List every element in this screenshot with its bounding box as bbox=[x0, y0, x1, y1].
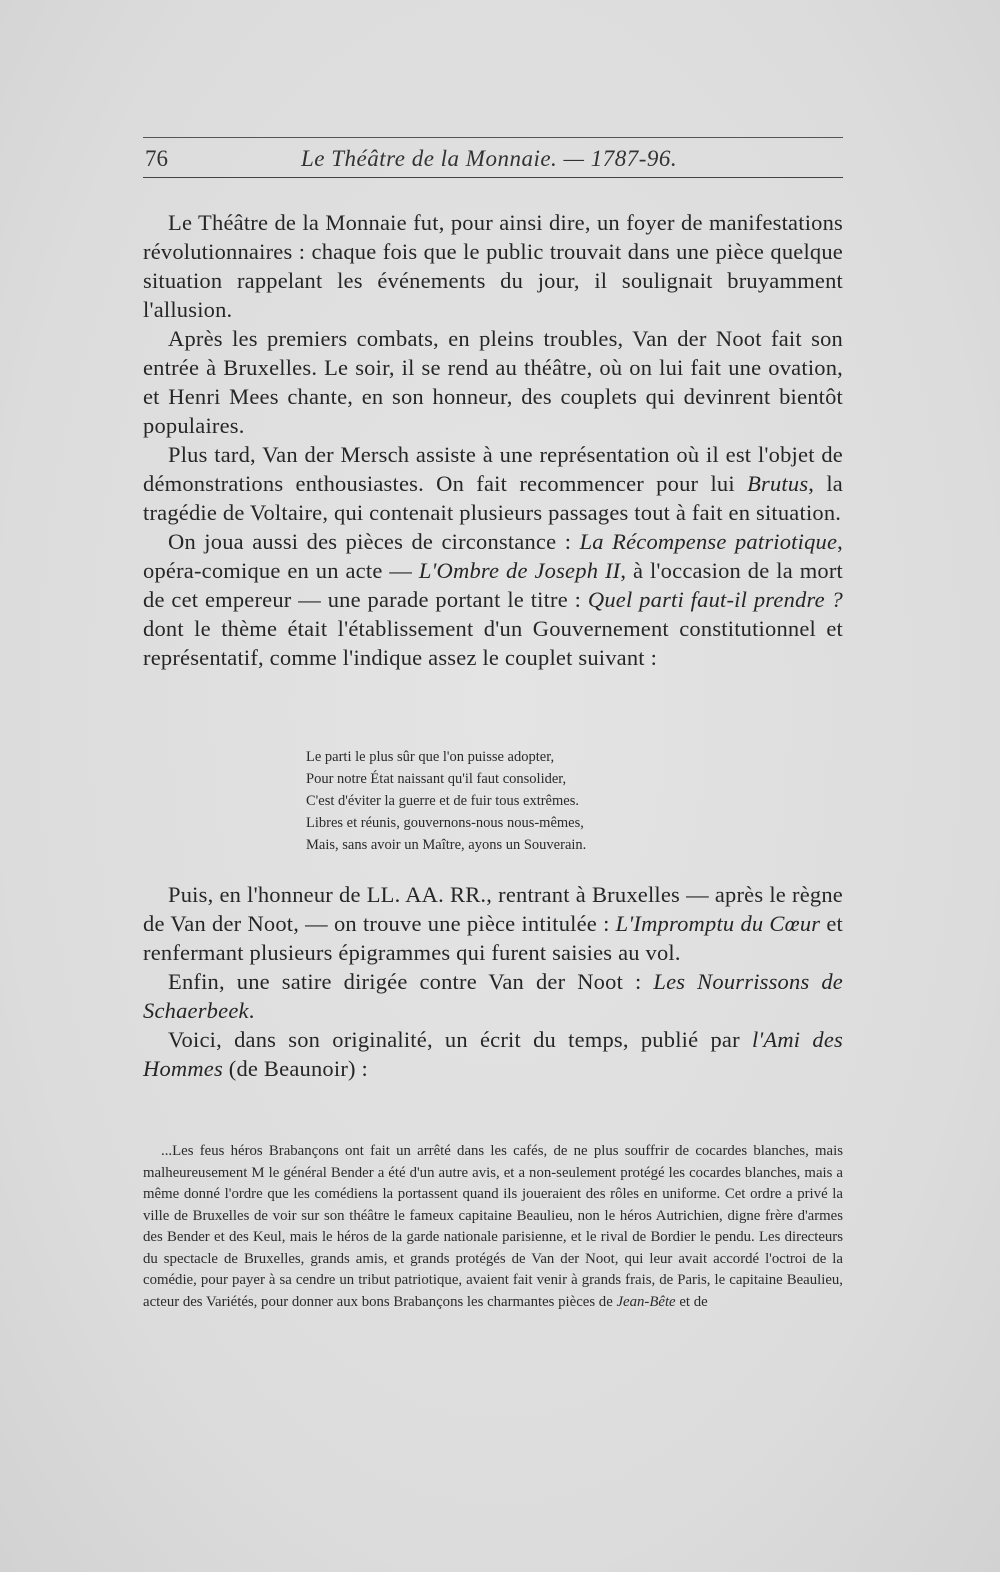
work-title: L'Ombre de Joseph II bbox=[418, 558, 621, 583]
header-rule-bottom bbox=[143, 177, 843, 178]
verse-line: Le parti le plus sûr que l'on puisse adopter, bbox=[306, 749, 555, 765]
paragraph: Après les premiers combats, en pleins troubles, Van der Noot fait son entrée à Bruxelles. Le soir, il se rend au théâtre, où on lui fait une ovation, et Henri Mees chante, en son honneur, des couplets qui devinrent bientôt populaires. bbox=[143, 326, 843, 438]
page-number: 76 bbox=[145, 146, 168, 171]
work-title: Les Nourrissons de Schaerbeek bbox=[143, 969, 843, 1023]
verse-line: Mais, sans avoir un Maître, ayons un Souverain. bbox=[306, 837, 587, 853]
running-head: Le Théâtre de la Monnaie. — 1787-96. bbox=[301, 146, 678, 171]
verse-couplet bbox=[306, 746, 586, 856]
verse-line: C'est d'éviter la guerre et de fuir tous extrêmes. bbox=[306, 793, 579, 809]
body-text-upper bbox=[143, 208, 843, 672]
work-title: L'Impromptu du Cœur bbox=[615, 911, 821, 936]
paragraph: Enfin, une satire dirigée contre Van der Noot : Les Nourrissons de Schaerbeek. bbox=[143, 969, 843, 1023]
verse-line: Pour notre État naissant qu'il faut consolider, bbox=[306, 771, 567, 787]
quote-paragraph: ...Les feus héros Brabançons ont fait un arrêté dans les cafés, de ne plus souffrir de cocardes blanches, mais malheureusement M le général Bender a été d'un autre avis, et a non-seulement protégé les cocardes blanches, mais a même donné l'ordre que les comédiens la portassent quand ils joueraient des rôles en uniforme. Cet ordre a privé la ville de Bruxelles de voir sur son théâtre le fameux capitaine Beaulieu, non le héros Autrichien, digne frère d'armes des Bender et des Keul, mais le héros de la garde nationale parisienne, et le rival de Bordier le pendu. Les directeurs du spectacle de Bruxelles, grands amis, et grands protégés de Van der Noot, qui leur avait accordé l'octroi de la comédie, pour payer à sa cendre un tribut patriotique, avaient fait venir à grands frais, de Paris, le capitaine Beaulieu, acteur des Variétés, pour donner aux bons Brabançons les charmantes pièces de Jean-Bête et de bbox=[143, 1143, 843, 1310]
body-text-lower bbox=[143, 880, 843, 1083]
paragraph: Voici, dans son originalité, un écrit du temps, publié par l'Ami des Hommes (de Beaunoir) : bbox=[143, 1027, 843, 1081]
work-title: Quel parti faut-il prendre ? bbox=[587, 587, 843, 612]
paragraph: Plus tard, Van der Mersch assiste à une représentation où il est l'objet de démonstrations enthousiastes. On fait recommencer pour lui Brutus, la tragédie de Voltaire, qui contenait plusieurs passages tout à fait en situation. bbox=[143, 442, 843, 525]
work-title: La Récompense patriotique bbox=[579, 529, 838, 554]
work-title: Brutus bbox=[747, 471, 809, 496]
quoted-excerpt bbox=[143, 1141, 843, 1313]
paragraph: On joua aussi des pièces de circonstance : La Récompense patriotique, opéra-comique en un acte — L'Ombre de Joseph II, à l'occasion de la mort de cet empereur — une parade portant le titre : Quel parti faut-il prendre ? dont le thème était l'établissement d'un Gouvernement constitutionnel et représentatif, comme l'indique assez le couplet suivant : bbox=[143, 529, 843, 670]
work-title: Jean-Bête bbox=[616, 1293, 676, 1310]
verse-line: Libres et réunis, gouvernons-nous nous-mêmes, bbox=[306, 815, 584, 831]
paragraph: Puis, en l'honneur de LL. AA. RR., rentrant à Bruxelles — après le règne de Van der Noot, — on trouve une pièce intitulée : L'Impromptu du Cœur et renfermant plusieurs épigrammes qui furent saisies au vol. bbox=[143, 882, 843, 965]
paragraph: Le Théâtre de la Monnaie fut, pour ainsi dire, un foyer de manifestations révolutionnaires : chaque fois que le public trouvait dans une pièce quelque situation rappelant les événements du jour, il soulignait bruyamment l'allusion. bbox=[143, 210, 843, 322]
header-rule-top bbox=[143, 137, 843, 138]
work-title: l'Ami des Hommes bbox=[143, 1027, 843, 1081]
page-header bbox=[143, 142, 843, 174]
